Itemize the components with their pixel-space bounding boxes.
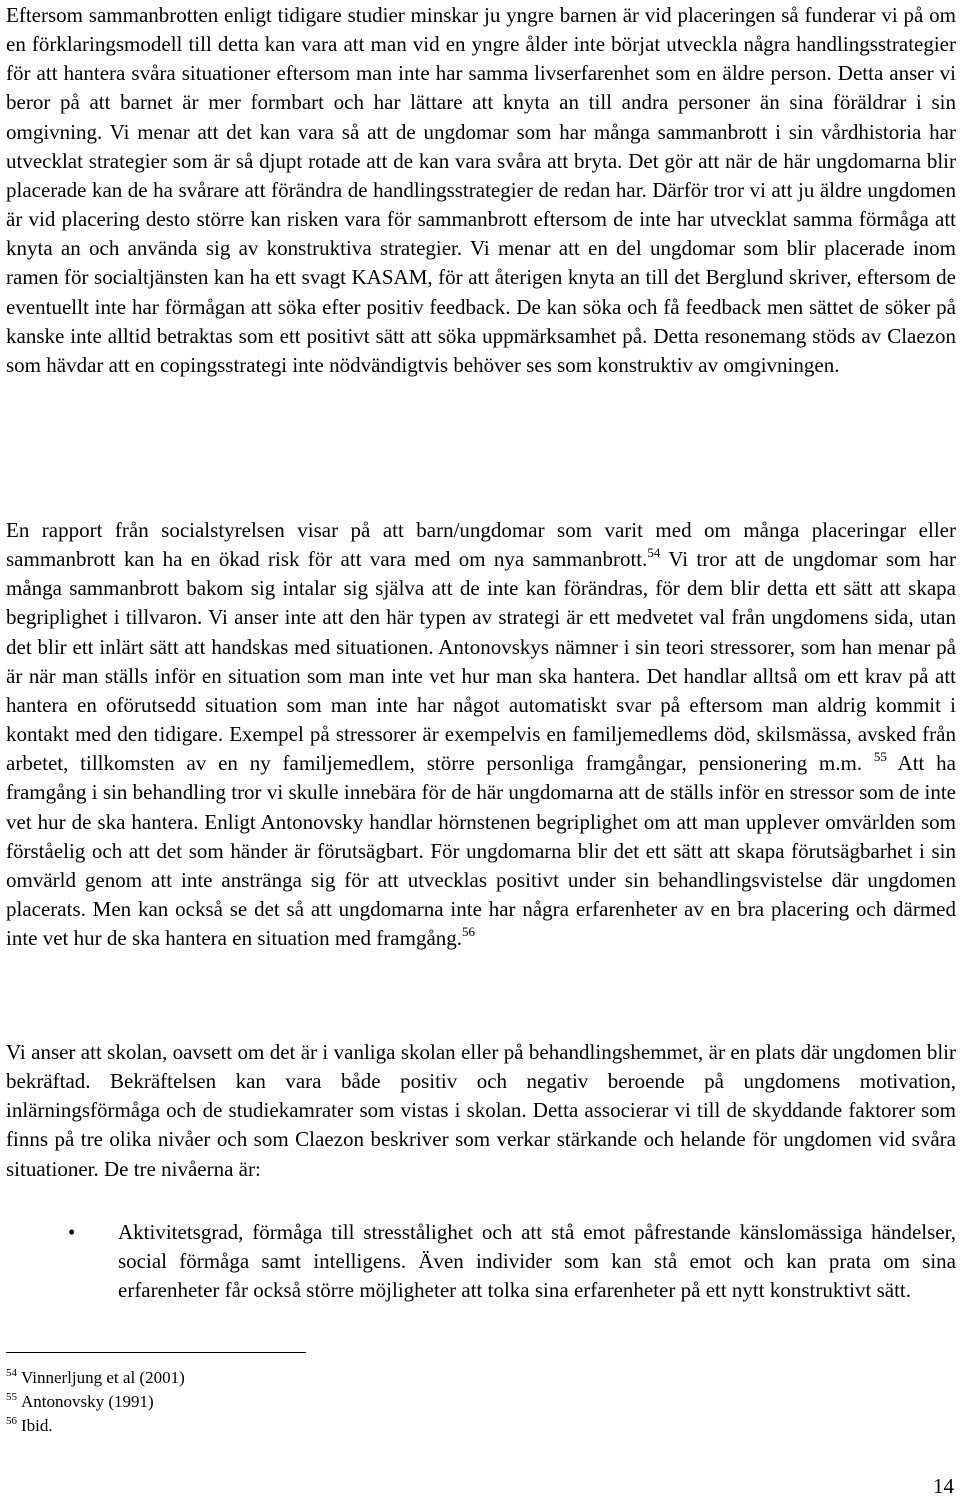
bullet-list: [6, 1218, 956, 1305]
paragraph-text: Att ha framgång i sin behandling tror vi skulle innebära för de här ungdomarna att de ställs inför en stressor som de inte vet hur de ska hantera. Enligt Antonovsky handlar hörnstenen begriplighet om att man upplever omvärlden som förståelig och att det som händer är förutsägbart. För ungdomarna blir det ett sätt att skapa förutsägbarhet i sin omvärld genom att inte anstränga sig för att utvecklas positivt under sin behandlingsvistelse där ungdomen placerats. Men kan också se det så att ungdomarna inte har några erfarenheter av en bra placering och därmed inte vet hur de ska hantera en situation med framgång.: [6, 751, 957, 951]
footnote-number: 56: [6, 1415, 17, 1427]
footnote-text: Ibid.: [21, 1416, 53, 1435]
footnote: [6, 1366, 185, 1390]
list-item: [6, 1218, 956, 1305]
footnote-number: 55: [6, 1391, 17, 1403]
paragraph-3: [6, 1038, 956, 1184]
paragraph-text: Vi anser att skolan, oavsett om det är i vanliga skolan eller på behandlingshemmet, är en plats där ungdomen blir bekräftad. Bekräftelsen kan vara både positiv och negativ beroende på ungdomens motivation, inlärningsförmåga och de studiekamrater som vistas i skolan. Detta associerar vi till de skyddande faktorer som finns på tre olika nivåer och som Claezon beskriver som verkar stärkande och helande för ungdomen vid svåra situationer. De tre nivåerna är:: [6, 1040, 956, 1181]
page-number: 14: [933, 1474, 954, 1498]
footnote-text: Antonovsky (1991): [21, 1392, 154, 1411]
footnote-number: 54: [6, 1367, 17, 1379]
footnote: [6, 1414, 185, 1438]
footnote-separator: [6, 1352, 306, 1353]
paragraph-text: Vi tror att de ungdomar som har många sammanbrott bakom sig intalar sig själva att de inte kan förändras, för dem blir detta ett sätt att skapa begriplighet i tillvaron. Vi anser inte att den här typen av strategi är ett medvetet val från ungdomens sida, utan det blir ett inlärt sätt att handskas med situationen. Antonovskys nämner i sin teori stressorer, som han menar på är när man ställs inför en situation som man inte vet hur man ska hantera. Det handlar alltså om ett krav på att hantera en oförutsedd situation som man inte har något automatiskt svar på eftersom man aldrig kommit i kontakt med den tidigare. Exempel på stressorer är exempelvis en familjemedlems död, skilsmässa, avsked från arbetet, tillkomsten av en ny familjemedlem, större personliga framgångar, pensionering m.m.: [6, 547, 956, 776]
paragraph-1: [6, 1, 956, 380]
footnote-ref-54[interactable]: 54: [647, 545, 661, 561]
paragraph-2: [6, 516, 956, 953]
footnote-text: Vinnerljung et al (2001): [21, 1368, 185, 1387]
footnote-ref-55[interactable]: 55: [873, 749, 887, 765]
footnote: [6, 1390, 185, 1414]
paragraph-text: Eftersom sammanbrotten enligt tidigare studier minskar ju yngre barnen är vid placeringen så funderar vi på om en förklaringsmodell till detta kan vara att man vid en yngre ålder inte börjat utveckla några handlingsstrategier för att hantera svåra situationer eftersom man inte har samma livserfarenhet som en äldre person. Detta anser vi beror på att barnet är mer formbart och har lättare att knyta an till andra personer än sina föräldrar i sin omgivning. Vi menar att det kan vara så att de ungdomar som har många sammanbrott i sin vårdhistoria har utvecklat strategier som är så djupt rotade att de kan vara svåra att bryta. Det gör att när de här ungdomarna blir placerade kan de ha svårare att förändra de handlingsstrategier de redan har. Därför tror vi att ju äldre ungdomen är vid placering desto större kan risken vara för sammanbrott eftersom de inte har utvecklat samma förmåga att knyta an och använda sig av konstruktiva strategier. Vi menar att en del ungdomar som blir placerade inom ramen för socialtjänsten kan ha ett svagt KASAM, för att återigen knyta an till det Berglund skriver, eftersom de eventuellt inte har förmågan att söka efter positiv feedback. De kan söka och få feedback men sättet de söker på kanske inte alltid betraktas som ett positivt sätt att söka uppmärksamhet på. Detta resonemang stöds av Claezon som hävdar att en copingsstrategi inte nödvändigtvis behöver ses som konstruktiv av omgivningen.: [6, 3, 956, 377]
footnotes: [6, 1366, 185, 1438]
list-item-text: Aktivitetsgrad, förmåga till stresstålighet och att stå emot påfrestande känslomässiga händelser, social förmåga samt intelligens. Även individer som kan stå emot och kan prata om sina erfarenheter får också större möjligheter att tolka sina erfarenheter på ett nytt konstruktivt sätt.: [118, 1220, 956, 1303]
footnote-ref-56[interactable]: 56: [462, 924, 476, 940]
paragraph-text: En rapport från socialstyrelsen visar på att barn/ungdomar som varit med om många placeringar eller sammanbrott kan ha en ökad risk för att vara med om nya sammanbrott.: [6, 518, 956, 572]
bullet-icon: •: [68, 1220, 76, 1244]
